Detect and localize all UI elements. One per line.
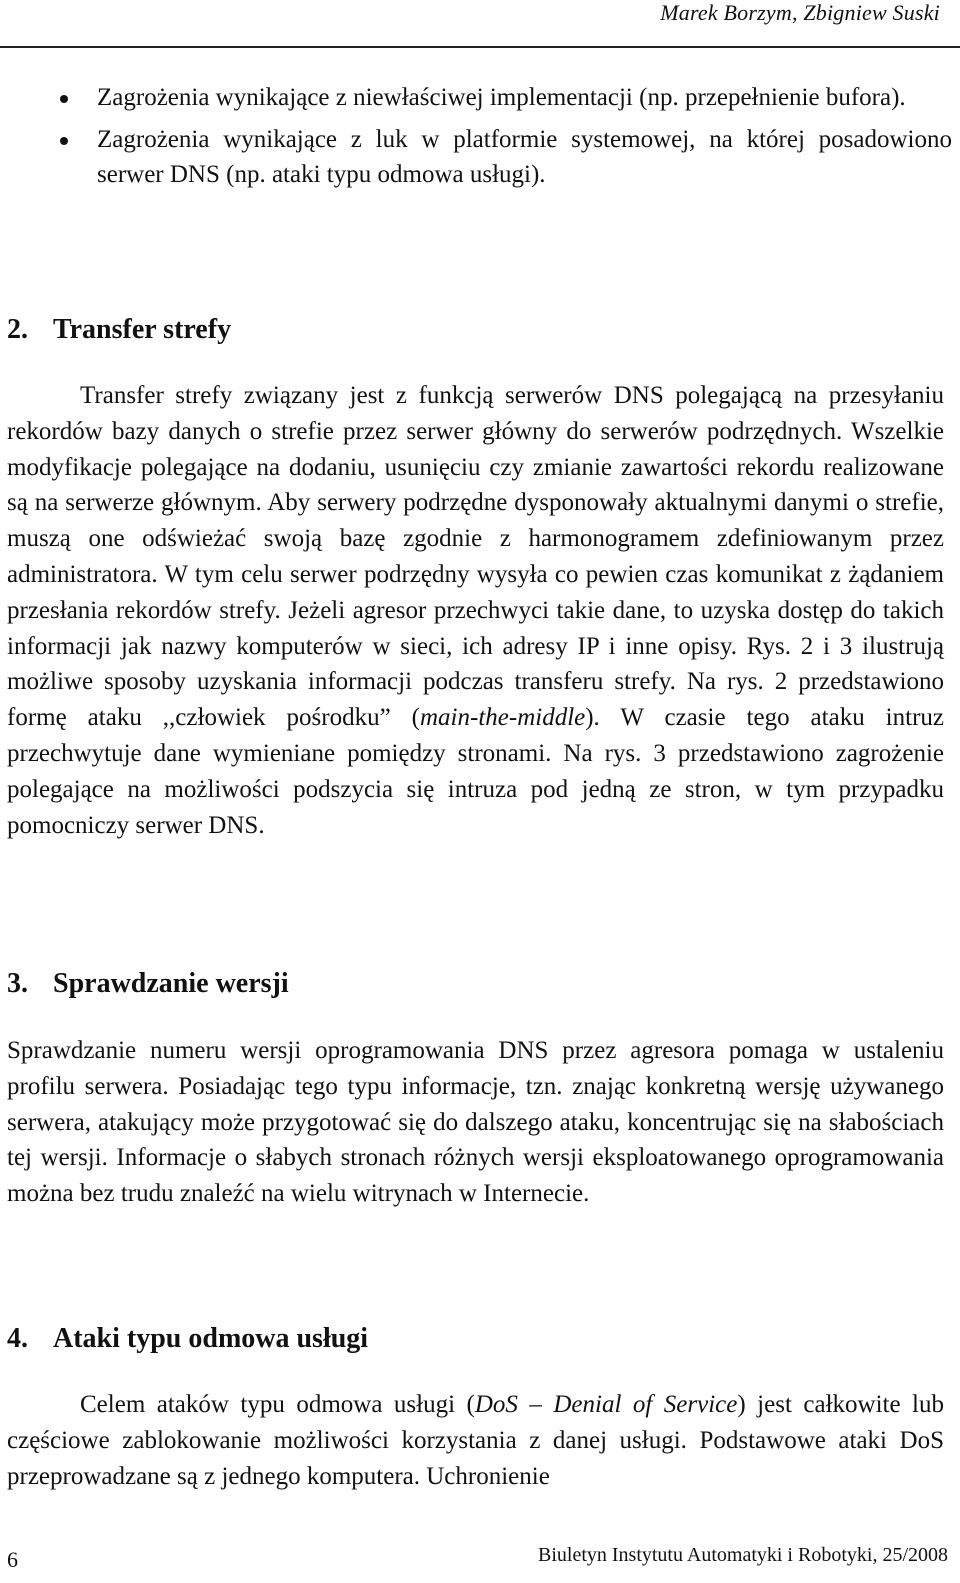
section-number: 2. xyxy=(7,314,28,345)
section-number: 3. xyxy=(7,968,28,999)
footer-journal: Biuletyn Instytutu Automatyki i Robotyki, 25/2008 xyxy=(537,1544,948,1566)
paragraph-text: Celem ataków typu odmowa usługi ( xyxy=(80,1391,475,1418)
bullet-text: Zagrożenia wynikające z luk w platformie systemowej, na której posadowiono serwer DNS (np. ataki typu odmowa usługi). xyxy=(97,126,952,188)
section-heading xyxy=(7,1322,368,1356)
section-title: Sprawdzanie wersji xyxy=(53,968,289,999)
page-number: 6 xyxy=(7,1547,18,1572)
paragraph-text: ) jest całkowite lub częściowe zablokowanie możliwości korzystania z danej usługi. Podstawowe ataki DoS przeprowadzane są z jednego komputera. Uchronienie xyxy=(7,1391,944,1490)
section-paragraph xyxy=(7,378,944,843)
section-paragraph xyxy=(7,1387,944,1494)
header-rule xyxy=(0,46,960,48)
section-paragraph: Sprawdzanie numeru wersji oprogramowania DNS przez agresora pomaga w ustaleniu profilu serwera. Posiadając tego typu informacje, tzn. znając konkretną wersję używanego serwera, atakujący może przygotować się do dalszego ataku, koncentrując się na słabościach tej wersji. Informacje o słabych stronach różnych wersji eksploatowanego oprogramowania można bez trudu znaleźć na wielu witrynach w Internecie. xyxy=(7,1037,944,1208)
bullet-list xyxy=(0,80,960,199)
paragraph-italic-term: DoS – Denial of Service xyxy=(474,1391,738,1418)
section-title: Ataki typu odmowa usługi xyxy=(53,1323,369,1354)
running-header: Marek Borzym, Zbigniew Suski xyxy=(660,0,940,25)
bullet-item xyxy=(0,80,960,115)
bullet-icon xyxy=(60,137,68,145)
section-heading xyxy=(7,313,231,347)
bullet-text: Zagrożenia wynikające z niewłaściwej implementacji (np. przepełnienie bufora). xyxy=(97,84,906,111)
paragraph-text: ). W czasie tego ataku intruz przechwytuje dane wymieniane pomiędzy stronami. Na rys. 3 przedstawiono zagrożenie polegające na możliwości podszycia się intruza pod jedną ze stron, w tym przypadku pomocniczy serwer DNS. xyxy=(7,704,944,839)
section-title: Transfer strefy xyxy=(53,314,232,345)
paragraph-italic-term: main-the-middle xyxy=(420,704,586,732)
bullet-item xyxy=(0,122,960,192)
bullet-icon xyxy=(60,95,68,103)
paragraph-text: Transfer strefy związany jest z funkcją serwerów DNS polegającą na przesyłaniu rekordów bazy danych o strefie przez serwer główny do serwerów podrzędnych. Wszelkie modyfikacje polegające na dodaniu, usunięciu czy zmianie zawartości rekordu realizowane są na serwerze głównym. Aby serwery podrzędne dysponowały aktualnymi danymi o strefie, muszą one odświeżać swoją bazę zgodnie z harmonogramem zdefiniowanym przez administratora. W tym celu serwer podrzędny wysyła co pewien czas komunikat z żądaniem przesłania rekordów strefy. Jeżeli agresor przechwyci takie dane, to uzyska dostęp do takich informacji jak nazwy komputerów w sieci, ich adresy IP i inne opisy. Rys. 2 i 3 ilustrują możliwe sposoby uzyskania informacji podczas transferu strefy. Na rys. 2 przedstawiono formę ataku ,,człowiek pośrodku” ( xyxy=(7,382,944,732)
section-heading xyxy=(7,967,289,1001)
section-number: 4. xyxy=(7,1323,28,1354)
